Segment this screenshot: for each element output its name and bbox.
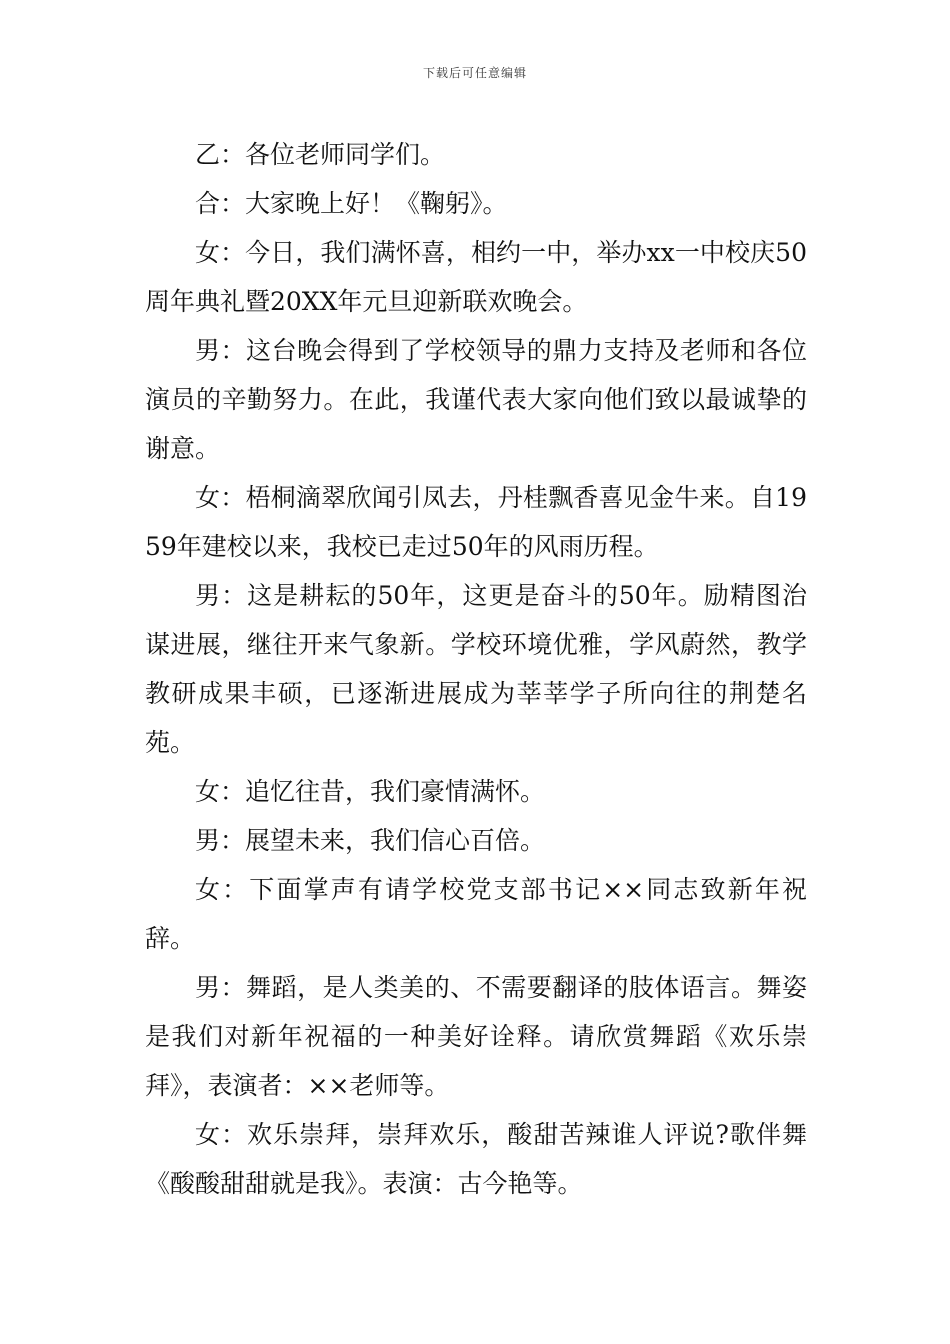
paragraph: 男：舞蹈，是人类美的、不需要翻译的肢体语言。舞姿是我们对新年祝福的一种美好诠释。请欣赏舞蹈《欢乐崇拜》，表演者：××老师等。 [145, 973, 807, 1100]
paragraph: 女：今日，我们满怀喜，相约一中，举办xx一中校庆50周年典礼暨20XX年元旦迎新联欢晚会。 [145, 238, 807, 316]
page-header: 下载后可任意编辑 [422, 66, 527, 80]
paragraph: 男：这台晚会得到了学校领导的鼎力支持及老师和各位演员的辛勤努力。在此，我谨代表大家向他们致以最诚挚的谢意。 [145, 336, 807, 463]
paragraph: 合：大家晚上好！《鞠躬》。 [195, 189, 508, 218]
paragraph: 女：欢乐崇拜，崇拜欢乐，酸甜苦辣谁人评说?歌伴舞《酸酸甜甜就是我》。表演：古今艳等。 [145, 1120, 807, 1198]
document-body [145, 130, 807, 1208]
paragraph: 乙：各位老师同学们。 [195, 140, 446, 169]
paragraph: 女：梧桐滴翠欣闻引凤去，丹桂飘香喜见金牛来。自1959年建校以来，我校已走过50年的风雨历程。 [145, 483, 807, 561]
paragraph: 男：这是耕耘的50年，这更是奋斗的50年。励精图治谋进展，继往开来气象新。学校环境优雅，学风蔚然，教学教研成果丰硕，已逐渐进展成为莘莘学子所向往的荆楚名苑。 [145, 581, 807, 757]
paragraph: 男：展望未来，我们信心百倍。 [195, 826, 546, 855]
paragraph: 女：追忆往昔，我们豪情满怀。 [195, 777, 546, 806]
paragraph: 女：下面掌声有请学校党支部书记××同志致新年祝辞。 [145, 875, 807, 953]
